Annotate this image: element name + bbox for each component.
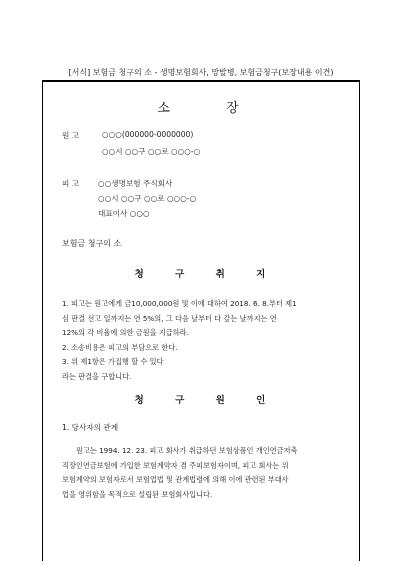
claim-line: 심 판결 선고 일까지는 연 5%의, 그 다음 날부터 다 갚는 날까지는 연 bbox=[62, 313, 277, 323]
defendant-address: ○○시 ○○구 ○○로 ○○○-○ bbox=[98, 194, 197, 203]
claim-line: 라는 판결을 구합니다. bbox=[62, 371, 132, 381]
defendant-representative: 대표이사 ○○○ bbox=[98, 209, 150, 218]
section-line: 업을 영위함을 목적으로 설립된 보험회사입니다. bbox=[62, 489, 213, 499]
claim-line: 3. 위 제1항은 가집행 할 수 있다 bbox=[62, 357, 164, 366]
plaintiff-name: ○○○(000000-0000000) bbox=[102, 130, 194, 139]
claim-body bbox=[62, 297, 344, 384]
plaintiff-label: 원 고 bbox=[62, 131, 80, 140]
claim-heading: 청 구 취 지 bbox=[134, 269, 280, 280]
section-line: 보험계약의 보험자로서 보험업법 및 관계법령에 의해 이에 관련된 부대사 bbox=[62, 475, 289, 484]
section-body bbox=[62, 444, 344, 502]
section-line: 원고는 1994. 12. 23. 피고 회사가 취급하던 보험상품인 개인연금저축 bbox=[76, 446, 298, 455]
cause-heading: 청 구 원 인 bbox=[134, 395, 280, 406]
claim-line: 12%의 각 비율에 의한 금원을 지급하라. bbox=[62, 328, 189, 337]
plaintiff-address: ○○시 ○○구 ○○로 ○○○-○ bbox=[102, 147, 201, 156]
section-line: 직장인연금보험에 가입한 보험계약자 겸 주피보험자이며, 피고 회사는 위 bbox=[62, 460, 289, 470]
defendant-name: ○○생명보험 주식회사 bbox=[98, 179, 173, 188]
claim-line: 1. 피고는 원고에게 금10,000,000원 및 이에 대하여 2018. 6. 8.부터 제1 bbox=[62, 299, 297, 308]
case-name: 보험금 청구의 소 bbox=[62, 239, 122, 248]
form-header: [서식] 보험금 청구의 소 - 생명보험회사, 망발병, 보험금청구(보장내용 이견) bbox=[68, 68, 334, 77]
section-title: 1. 당사자의 관계 bbox=[62, 423, 119, 432]
defendant-label: 피 고 bbox=[62, 179, 80, 188]
claim-line: 2. 소송비용은 피고의 부담으로 한다. bbox=[62, 342, 178, 352]
document-title: 소 장 bbox=[157, 101, 265, 116]
